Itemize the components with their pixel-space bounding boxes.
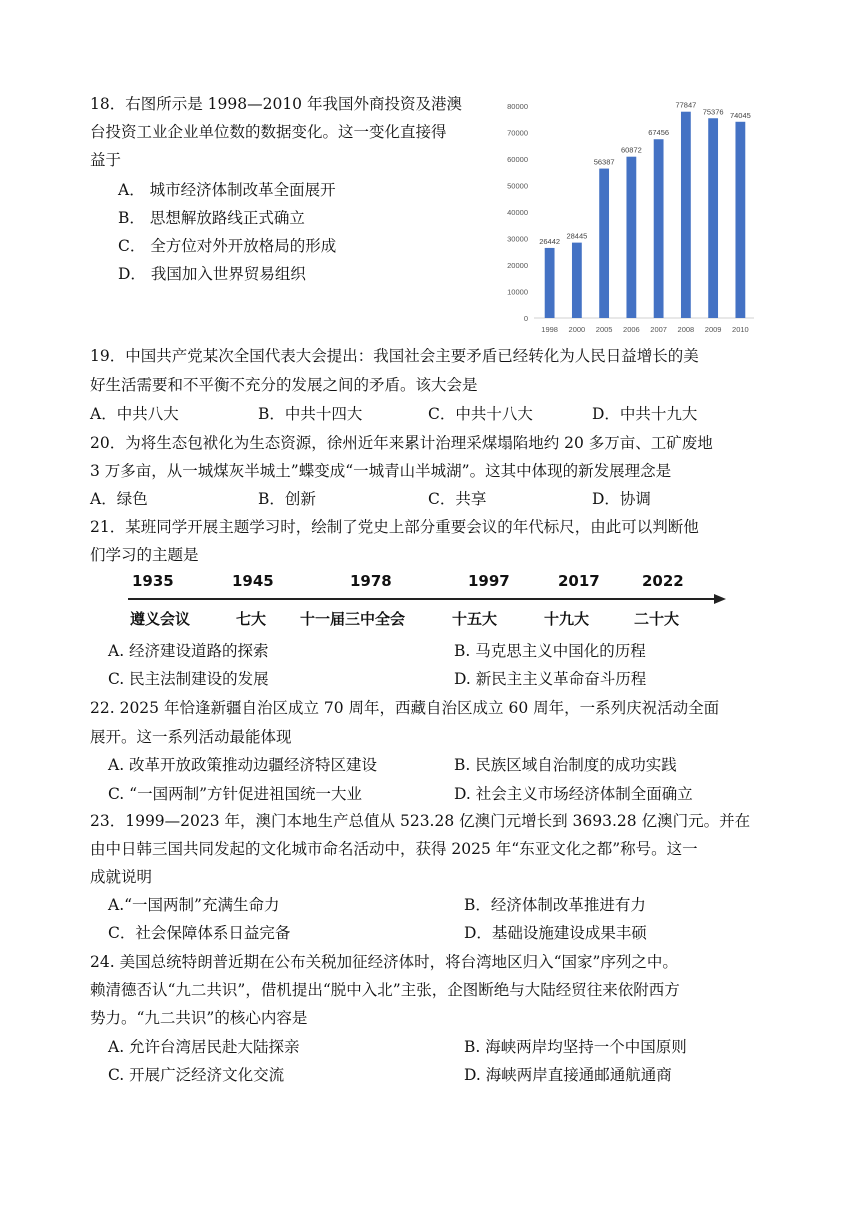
bar-2010: [735, 122, 745, 318]
q18-option-d: D． 我国加入世界贸易组织: [118, 265, 306, 283]
q23-stem-line-2: 由中日韩三国共同发起的文化城市命名活动中，获得 2025 年“东亚文化之都”称号。这一: [90, 840, 698, 858]
x-tick-label-2006: 2006: [623, 325, 640, 334]
y-tick-label: 70000: [507, 128, 528, 138]
data-label-2009: 75376: [702, 107, 724, 117]
q23-stem-line-1: 23．1999—2023 年，澳门本地生产总值从 523.28 亿澳门元增长到 3693.28 亿澳门元。并在: [90, 812, 751, 830]
q20-option-d: D．协调: [592, 490, 651, 508]
q19-stem-line-1: 19．中国共产党某次全国代表大会提出：我国社会主要矛盾已经转化为人民日益增长的美: [90, 347, 699, 365]
q23-option-c: C．社会保障体系日益完备: [108, 924, 291, 942]
q20-stem-line-2: 3 万多亩，从一城煤灰半城土”蝶变成“一城青山半城湖”。这其中体现的新发展理念是: [90, 462, 672, 480]
q18-option-b: B． 思想解放路线正式确立: [118, 209, 305, 227]
q21-option-c: C. 民主法制建设的发展: [108, 670, 269, 688]
bar-chart: [496, 88, 762, 340]
y-tick-label: 40000: [507, 208, 528, 217]
data-label-2010: 74045: [729, 110, 751, 120]
timeline-arrow-icon: [714, 594, 726, 604]
timeline-axis: [128, 598, 716, 600]
q19-option-a: A．中共八大: [90, 405, 179, 423]
q22-stem-line-2: 展开。这一系列活动最能体现: [90, 728, 292, 746]
q21-option-a: A. 经济建设道路的探索: [108, 642, 269, 660]
q21-stem-line-2: 们学习的主题是: [90, 546, 199, 564]
timeline-ruler: [128, 566, 728, 636]
q23-option-d: D．基础设施建设成果丰硕: [464, 924, 647, 942]
timeline-year-1997: 1997: [468, 572, 510, 590]
q18-stem-line-3: 益于: [90, 151, 122, 169]
x-tick-label-2005: 2005: [595, 325, 613, 334]
y-tick-label: 10000: [507, 287, 528, 297]
q23-option-b: B．经济体制改革推进有力: [464, 896, 646, 914]
timeline-label-19th: 十九大: [544, 610, 590, 628]
q21-option-b: B. 马克思主义中国化的历程: [454, 642, 646, 660]
q18-option-c: C． 全方位对外开放格局的形成: [118, 237, 337, 255]
q24-option-a: A. 允许台湾居民赴大陆探亲: [108, 1038, 300, 1056]
q20-option-c: C．共享: [428, 490, 487, 508]
q24-stem-line-1: 24. 美国总统特朗普近期在公布关税加征经济体时，将台湾地区归入“国家”序列之中。: [90, 953, 678, 971]
bar-2007: [654, 139, 664, 318]
bar-2009: [708, 118, 718, 318]
timeline-year-1945: 1945: [232, 572, 274, 590]
q21-stem-line-1: 21．某班同学开展主题学习时，绘制了党史上部分重要会议的年代标尺，由此可以判断他: [90, 518, 699, 536]
q22-stem-line-1: 22. 2025 年恰逢新疆自治区成立 70 周年，西藏自治区成立 60 周年，一系列庆祝活动全面: [90, 699, 720, 717]
x-tick-label-2000: 2000: [568, 325, 586, 334]
bar-2008: [681, 112, 691, 318]
data-label-2006: 60872: [620, 145, 642, 155]
x-tick-label-2007: 2007: [650, 325, 667, 334]
q24-option-c: C. 开展广泛经济文化交流: [108, 1066, 285, 1084]
timeline-label-3rd-plenum: 十一届三中全会: [300, 610, 406, 628]
bar-2006: [626, 157, 636, 318]
timeline-label-7th: 七大: [236, 610, 267, 628]
q22-option-b: B. 民族区域自治制度的成功实践: [454, 756, 677, 774]
y-tick-label: 60000: [507, 155, 528, 164]
y-tick-label: 0: [523, 314, 528, 323]
y-tick-label: 50000: [507, 181, 528, 191]
data-label-2007: 67456: [648, 128, 670, 138]
data-label-2005: 56387: [593, 157, 615, 167]
bar-2000: [572, 243, 582, 318]
x-tick-label-2010: 2010: [732, 325, 749, 334]
q20-option-b: B．创新: [258, 490, 316, 508]
data-label-1998: 26442: [539, 236, 561, 246]
bar-1998: [545, 248, 555, 318]
timeline-year-1935: 1935: [132, 572, 174, 590]
bar-2005: [599, 169, 609, 318]
y-tick-label: 20000: [507, 261, 528, 270]
x-tick-label-2009: 2009: [704, 325, 722, 334]
timeline-label-15th: 十五大: [452, 610, 498, 628]
q18-option-a: A． 城市经济体制改革全面展开: [118, 181, 336, 199]
q20-stem-line-1: 20．为将生态包袱化为生态资源，徐州近年来累计治理采煤塌陷地约 20 多万亩、工矿废地: [90, 434, 713, 452]
q21-option-d: D. 新民主主义革命奋斗历程: [454, 670, 647, 688]
q24-option-d: D. 海峡两岸直接通邮通航通商: [464, 1066, 672, 1084]
q19-option-b: B．中共十四大: [258, 405, 363, 423]
q19-option-d: D．中共十九大: [592, 405, 698, 423]
timeline-year-2017: 2017: [558, 572, 600, 590]
data-label-2000: 28445: [566, 231, 588, 241]
q22-option-c: C. “一国两制”方针促进祖国统一大业: [108, 785, 363, 803]
q18-stem-line-2: 台投资工业企业单位数的数据变化。这一变化直接得: [90, 123, 447, 141]
y-tick-label: 80000: [507, 102, 528, 111]
q24-option-b: B. 海峡两岸均坚持一个中国原则: [464, 1038, 687, 1056]
y-tick-label: 30000: [507, 234, 528, 244]
q24-stem-line-3: 势力。“九二共识”的核心内容是: [90, 1009, 308, 1027]
q22-option-a: A. 改革开放政策推动边疆经济特区建设: [108, 756, 378, 774]
data-label-2008: 77847: [675, 100, 697, 110]
q23-stem-line-3: 成就说明: [90, 868, 153, 886]
q20-option-a: A．绿色: [90, 490, 148, 508]
timeline-label-20th: 二十大: [634, 610, 680, 628]
q19-stem-line-2: 好生活需要和不平衡不充分的发展之间的矛盾。该大会是: [90, 376, 478, 394]
x-tick-label-2008: 2008: [677, 325, 695, 334]
q22-option-d: D. 社会主义市场经济体制全面确立: [454, 785, 693, 803]
q23-option-a: A.“一国两制”充满生命力: [108, 896, 280, 914]
q19-option-c: C．中共十八大: [428, 405, 533, 423]
timeline-year-2022: 2022: [642, 572, 684, 590]
x-tick-label-1998: 1998: [541, 325, 558, 334]
q18-stem-line-1: 18．右图所示是 1998—2010 年我国外商投资及港澳: [90, 95, 462, 113]
timeline-year-1978: 1978: [350, 572, 392, 590]
timeline-label-zunyi: 遵义会议: [130, 610, 191, 628]
q24-stem-line-2: 赖清德否认“九二共识”，借机提出“脱中入北”主张，企图断绝与大陆经贸往来依附西方: [90, 981, 680, 999]
